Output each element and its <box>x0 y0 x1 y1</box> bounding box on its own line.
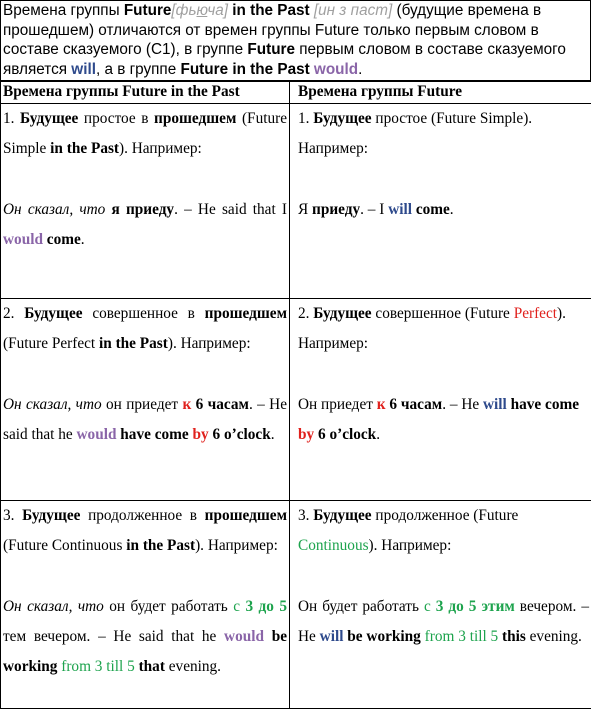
example <box>298 195 589 225</box>
space <box>264 628 272 645</box>
cell-future-continuous <box>290 501 591 709</box>
text: ). Например: <box>119 140 202 157</box>
word: я приеду <box>112 201 175 218</box>
text: (Future Simple <box>3 110 287 157</box>
word: 6 часам <box>389 396 442 413</box>
term-future-in-the-past: Future in the Past <box>180 61 309 78</box>
word: 6 o’clock <box>318 426 376 443</box>
example <box>298 592 589 652</box>
table-row-simple <box>1 104 591 299</box>
intro-text: Времена группы <box>3 2 124 19</box>
word: 6 o’clock <box>213 426 271 443</box>
word: прошедшем <box>205 507 287 524</box>
pron-stress: ю <box>197 2 208 19</box>
period: . <box>376 426 380 443</box>
word: к <box>182 396 191 413</box>
text: . – I <box>360 201 388 218</box>
text: evening. <box>165 658 221 675</box>
word: have come <box>120 426 188 443</box>
text: Он будет работать <box>298 598 424 615</box>
word: in the Past <box>99 335 168 352</box>
word: by <box>193 426 209 443</box>
table-header-row <box>1 82 591 104</box>
word: Perfect <box>514 305 557 322</box>
word: Будущее <box>313 507 371 524</box>
text: . – He said that I <box>174 201 287 218</box>
text: совершенное в <box>83 305 205 322</box>
text: ). Например: <box>298 305 566 352</box>
definition <box>298 104 589 164</box>
example <box>3 390 287 450</box>
intro-text: , а в группе <box>96 61 181 78</box>
word: this <box>502 628 526 645</box>
period: . <box>271 426 275 443</box>
intro-text: (будущие времена в прошедшем) отличаются от времен группы Future только первым словом в составе сказуемого (С1), в группе <box>3 2 541 58</box>
word: Будущее <box>313 305 371 322</box>
word: from 3 till 5 <box>425 628 499 645</box>
word: 3 до 5 <box>245 598 287 615</box>
term-in-the-past: in the Past <box>228 2 314 19</box>
word-will: will <box>483 396 507 413</box>
header-future-in-the-past: Времена группы Future in the Past <box>1 82 290 104</box>
cell-future-simple-in-the-past <box>1 104 290 299</box>
text: продолженное (Future <box>372 507 519 524</box>
word-will: will <box>388 201 412 218</box>
tenses-table <box>0 81 591 709</box>
cell-future-perfect <box>290 299 591 501</box>
word: come <box>416 201 450 218</box>
text: ). Например: <box>195 537 278 554</box>
text: тем вечером. – He said that he <box>3 628 224 645</box>
spacer <box>298 359 589 389</box>
word: have come <box>511 396 579 413</box>
spacer <box>298 164 589 194</box>
item-number: 1. <box>3 110 20 127</box>
text: . – He said that he <box>3 396 287 443</box>
word: приеду <box>312 201 360 218</box>
item-number: 1. <box>298 110 313 127</box>
word-would: would <box>77 426 117 443</box>
table-row-perfect <box>1 299 591 501</box>
text: (Future Perfect <box>3 335 99 352</box>
text: Он сказал, что <box>3 201 105 218</box>
cell-future-perfect-in-the-past <box>1 299 290 501</box>
example <box>3 592 287 683</box>
item-number: 3. <box>3 507 22 524</box>
period: . <box>81 231 85 248</box>
text: Он сказал, что <box>3 598 104 615</box>
word: Будущее <box>20 110 78 127</box>
word: be working <box>347 628 421 645</box>
item-number: 2. <box>3 305 24 322</box>
term-future: Future <box>124 2 172 19</box>
text: совершенное (Future <box>372 305 514 322</box>
word: 6 часам <box>196 396 249 413</box>
pronunciation-in-the-past: [ин з паст] <box>314 2 392 19</box>
item-number: 3. <box>298 507 313 524</box>
spacer <box>3 359 287 389</box>
period: . <box>450 201 454 218</box>
spacer <box>3 561 287 591</box>
definition <box>3 501 287 561</box>
word: Будущее <box>22 507 80 524</box>
word: Будущее <box>24 305 82 322</box>
word: прошедшем <box>205 305 287 322</box>
text: . – He <box>442 396 483 413</box>
word: 3 до 5 этим <box>436 598 515 615</box>
text: он будет работать <box>104 598 233 615</box>
text: он приедет <box>102 396 183 413</box>
spacer <box>3 164 287 194</box>
cell-future-continuous-in-the-past <box>1 501 290 709</box>
word-would: would <box>314 61 358 78</box>
text: продолженное в <box>80 507 204 524</box>
example <box>3 195 287 255</box>
text: Он приедет <box>298 396 377 413</box>
pron-part: [фь <box>171 2 196 19</box>
item-number: 2. <box>298 305 313 322</box>
word: с <box>233 598 240 615</box>
example <box>298 390 589 450</box>
text: Он сказал, что <box>3 396 102 413</box>
spacer <box>298 561 589 591</box>
word-would: would <box>224 628 264 645</box>
word: Будущее <box>313 110 371 127</box>
word-would: would <box>3 231 43 248</box>
header-future: Времена группы Future <box>290 82 591 104</box>
word: that <box>139 658 165 675</box>
intro-text: первым словом в составе сказуемого является <box>3 41 566 78</box>
definition <box>298 501 589 561</box>
word: к <box>377 396 386 413</box>
pron-part: ча] <box>207 2 228 19</box>
text: ). Например: <box>168 335 251 352</box>
definition <box>3 104 287 164</box>
text: ). Например: <box>369 537 452 554</box>
word: с <box>424 598 431 615</box>
table-row-continuous <box>1 501 591 709</box>
period: . <box>358 61 362 78</box>
word: in the Past <box>126 537 195 554</box>
text: evening. <box>526 628 582 645</box>
text: простое в <box>78 110 154 127</box>
word: by <box>298 426 314 443</box>
word: be working <box>3 628 287 675</box>
text: (Future Continuous <box>3 537 126 554</box>
definition <box>298 299 589 359</box>
text: простое (Future Simple). Например: <box>298 110 532 157</box>
word: in the Past <box>50 140 119 157</box>
word: come <box>47 231 81 248</box>
cell-future-simple <box>290 104 591 299</box>
word-will: will <box>320 628 344 645</box>
term-future: Future <box>247 41 295 58</box>
text: вечером. – He <box>298 598 589 645</box>
pronunciation-future <box>171 2 228 19</box>
word: прошедшем <box>154 110 236 127</box>
word: from 3 till 5 <box>61 658 135 675</box>
word: Continuous <box>298 537 369 554</box>
text: Я <box>298 201 312 218</box>
definition <box>3 299 287 359</box>
word-will: will <box>71 61 96 78</box>
intro-paragraph <box>0 0 591 81</box>
